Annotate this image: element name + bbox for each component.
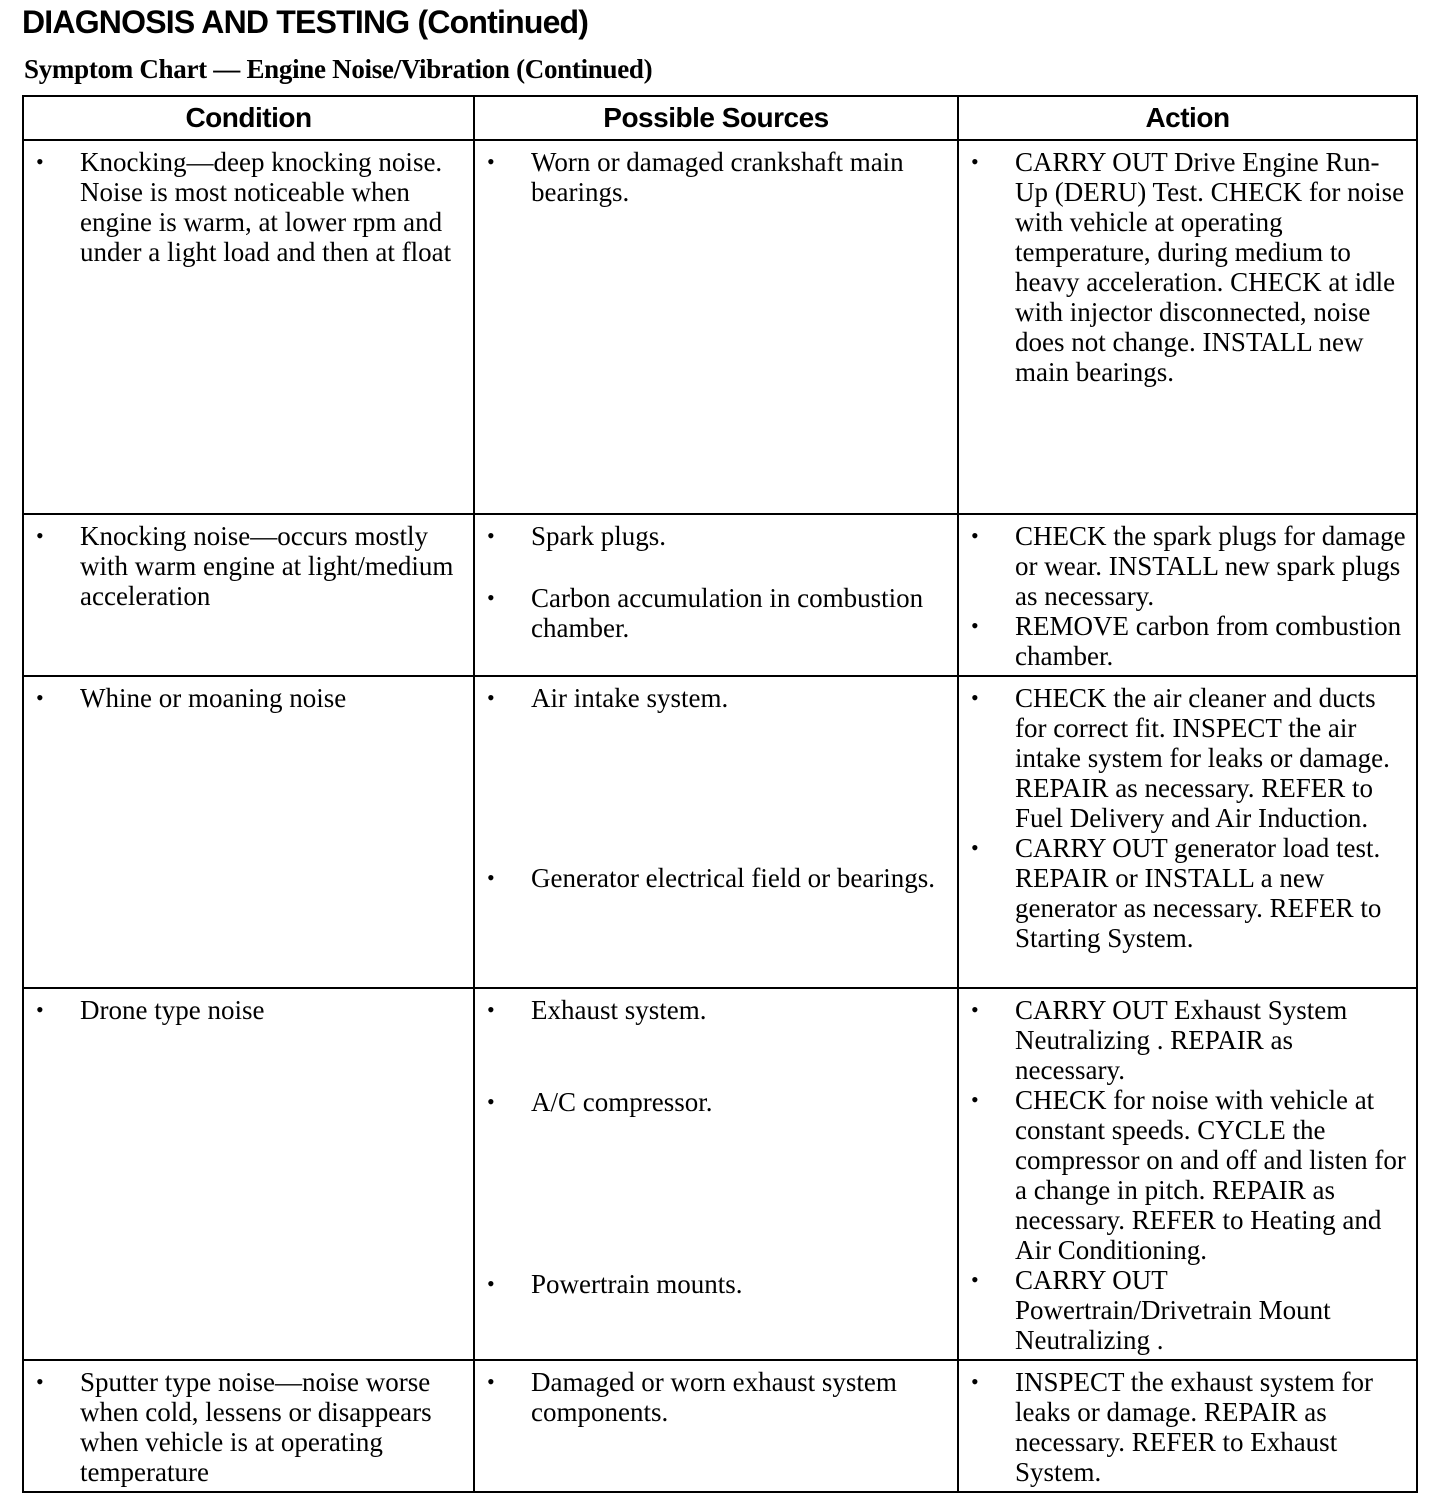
table-row [23, 514, 1417, 676]
action-text: CARRY OUT Drive Engine Run-Up (DERU) Test. CHECK for noise with vehicle at operating temperature, during medium to heavy acceleration. CHECK at idle with injector disconnected, noise does not change. INSTALL new main bearings. [1015, 147, 1405, 387]
list-item [487, 1269, 949, 1299]
list-item [487, 1087, 949, 1117]
condition-text: Knocking—deep knocking noise. Noise is most noticeable when engine is warm, at lower rpm and under a light load and then at float [80, 147, 452, 267]
action-text: CARRY OUT Exhaust System Neutralizing . REPAIR as necessary. [1015, 995, 1348, 1085]
source-text: Exhaust system. [531, 995, 707, 1025]
condition-cell [23, 676, 474, 988]
condition-text: Drone type noise [80, 995, 265, 1025]
list-item [487, 683, 949, 713]
action-text: INSPECT the exhaust system for leaks or damage. REPAIR as necessary. REFER to Exhaust System. [1015, 1367, 1373, 1487]
bullet-icon: • [971, 523, 979, 548]
bullet-icon: • [971, 1369, 979, 1394]
bullet-icon: • [487, 1089, 495, 1114]
condition-cell [23, 140, 474, 514]
column-header-possible-sources: Possible Sources [474, 96, 958, 140]
column-header-action: Action [958, 96, 1417, 140]
action-cell [958, 514, 1417, 676]
table-row [23, 1360, 1417, 1492]
sources-cell [474, 676, 958, 988]
list-item [971, 611, 1408, 671]
table-row [23, 676, 1417, 988]
bullet-icon: • [487, 865, 495, 890]
bullet-icon: • [971, 997, 979, 1022]
table-row [23, 140, 1417, 514]
bullet-icon: • [971, 149, 979, 174]
bullet-icon: • [971, 685, 979, 710]
table-header-row [23, 96, 1417, 140]
bullet-icon: • [971, 1267, 979, 1292]
symptom-chart-table [22, 95, 1418, 1493]
bullet-icon: • [36, 1369, 44, 1394]
bullet-icon: • [487, 585, 495, 610]
source-text: Damaged or worn exhaust system components. [531, 1367, 897, 1427]
bullet-icon: • [487, 149, 495, 174]
sources-cell [474, 1360, 958, 1492]
column-header-condition: Condition [23, 96, 474, 140]
action-text: REMOVE carbon from combustion chamber. [1015, 611, 1402, 671]
action-text: CARRY OUT generator load test. REPAIR or INSTALL a new generator as necessary. REFER to Starting System. [1015, 833, 1382, 953]
action-text: CHECK for noise with vehicle at constant speeds. CYCLE the compressor on and off and listen for a change in pitch. REPAIR as necessary. REFER to Heating and Air Conditioning. [1015, 1085, 1406, 1265]
list-item [36, 683, 465, 713]
bullet-icon: • [487, 685, 495, 710]
table-row [23, 988, 1417, 1360]
condition-text: Sputter type noise—noise worse when cold, lessens or disappears when vehicle is at operating temperature [80, 1367, 432, 1487]
page-title: DIAGNOSIS AND TESTING (Continued) [22, 4, 589, 40]
list-item [36, 1367, 465, 1487]
condition-cell [23, 1360, 474, 1492]
bullet-icon: • [36, 685, 44, 710]
source-text: Powertrain mounts. [531, 1269, 743, 1299]
bullet-icon: • [971, 1087, 979, 1112]
source-text: Generator electrical field or bearings. [531, 863, 936, 893]
bullet-icon: • [487, 1271, 495, 1296]
bullet-icon: • [36, 149, 44, 174]
source-text: Spark plugs. [531, 521, 666, 551]
bullet-icon: • [487, 523, 495, 548]
bullet-icon: • [971, 835, 979, 860]
bullet-icon: • [487, 997, 495, 1022]
condition-cell [23, 988, 474, 1360]
list-item [971, 1265, 1408, 1355]
source-text: A/C compressor. [531, 1087, 713, 1117]
sources-cell [474, 988, 958, 1360]
list-item [971, 521, 1408, 611]
list-item [487, 147, 949, 207]
list-item [971, 1085, 1408, 1265]
bullet-icon: • [971, 613, 979, 638]
sources-cell [474, 514, 958, 676]
sources-cell [474, 140, 958, 514]
action-text: CHECK the spark plugs for damage or wear. INSTALL new spark plugs as necessary. [1015, 521, 1406, 611]
source-text: Carbon accumulation in combustion chamber. [531, 583, 924, 643]
chart-title: Symptom Chart — Engine Noise/Vibration (Continued) [24, 54, 653, 84]
action-cell [958, 1360, 1417, 1492]
action-text: CHECK the air cleaner and ducts for correct fit. INSPECT the air intake system for leaks or damage. REPAIR as necessary. REFER to Fuel Delivery and Air Induction. [1015, 683, 1390, 833]
list-item [36, 147, 465, 267]
list-item [487, 995, 949, 1025]
condition-text: Knocking noise—occurs mostly with warm engine at light/medium acceleration [80, 521, 454, 611]
list-item [487, 521, 949, 551]
list-item [487, 863, 949, 893]
list-item [971, 833, 1408, 953]
bullet-icon: • [36, 997, 44, 1022]
bullet-icon: • [36, 523, 44, 548]
list-item [971, 995, 1408, 1085]
action-cell [958, 140, 1417, 514]
list-item [36, 995, 465, 1025]
list-item [487, 1367, 949, 1427]
action-cell [958, 988, 1417, 1360]
action-cell [958, 676, 1417, 988]
list-item [971, 147, 1408, 387]
list-item [487, 583, 949, 643]
bullet-icon: • [487, 1369, 495, 1394]
action-text: CARRY OUT Powertrain/Drivetrain Mount Neutralizing . [1015, 1265, 1331, 1355]
condition-cell [23, 514, 474, 676]
source-text: Air intake system. [531, 683, 729, 713]
list-item [36, 521, 465, 611]
list-item [971, 683, 1408, 833]
source-text: Worn or damaged crankshaft main bearings. [531, 147, 904, 207]
list-item [971, 1367, 1408, 1487]
condition-text: Whine or moaning noise [80, 683, 347, 713]
